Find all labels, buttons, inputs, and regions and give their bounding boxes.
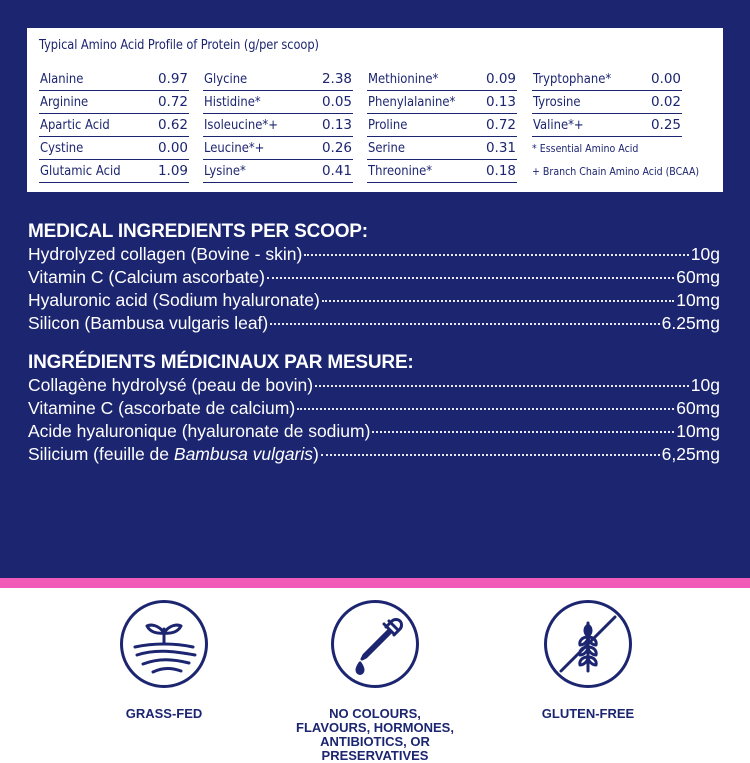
amino-row: Threonine* 0.18 xyxy=(367,160,517,183)
badge-label: GRASS-FED xyxy=(125,706,203,721)
amino-row: Apartic Acid 0.62 xyxy=(39,114,189,137)
ingredient-row: Hyaluronic acid (Sodium hyaluronate) 10mg xyxy=(28,290,720,310)
ingredient-row: Vitamine C (ascorbate de calcium) 60mg xyxy=(28,398,720,418)
amino-row: Isoleucine*+ 0.13 xyxy=(203,114,353,137)
ingredient-row: Silicium (feuille de Bambusa vulgaris) 6,25mg xyxy=(28,444,720,464)
ingredient-row: Acide hyaluronique (hyaluronate de sodium) 10mg xyxy=(28,421,720,441)
section-heading: INGRÉDIENTS MÉDICINAUX PAR MESURE: xyxy=(28,352,414,373)
no-additives-badge xyxy=(295,600,455,763)
leader-dots xyxy=(372,431,674,433)
amino-row: Cystine 0.00 xyxy=(39,137,189,160)
amino-column-3 xyxy=(367,68,517,183)
amino-row: Valine*+ 0.25 xyxy=(532,114,682,137)
amino-column-1 xyxy=(39,68,189,183)
bcaa-note: + Branch Chain Amino Acid (BCAA) xyxy=(532,165,700,178)
amino-row: Alanine 0.97 xyxy=(39,68,189,91)
amino-row: Phenylalanine* 0.13 xyxy=(367,91,517,114)
amino-row: Glutamic Acid 1.09 xyxy=(39,160,189,183)
amino-row: Tyrosine 0.02 xyxy=(532,91,682,114)
leader-dots xyxy=(297,408,674,410)
amino-row: Arginine 0.72 xyxy=(39,91,189,114)
ingredient-row: Collagène hydrolysé (peau de bovin) 10g xyxy=(28,375,720,395)
amino-row: Proline 0.72 xyxy=(367,114,517,137)
amino-row: Tryptophane* 0.00 xyxy=(532,68,682,91)
amino-row: Serine 0.31 xyxy=(367,137,517,160)
amino-row: Methionine* 0.09 xyxy=(367,68,517,91)
section-heading: MEDICAL INGREDIENTS PER SCOOP: xyxy=(28,221,368,242)
dropper-icon xyxy=(331,600,419,688)
gluten-free-icon xyxy=(544,600,632,688)
badge-label: GLUTEN-FREE xyxy=(541,706,635,721)
leader-dots xyxy=(315,385,689,387)
gluten-free-badge xyxy=(508,600,668,721)
amino-row: Glycine 2.38 xyxy=(203,68,353,91)
grass-fed-icon xyxy=(120,600,208,688)
leader-dots xyxy=(270,323,659,325)
ingredient-row: Vitamin C (Calcium ascorbate) 60mg xyxy=(28,267,720,287)
amino-row: Histidine* 0.05 xyxy=(203,91,353,114)
badge-label: NO COLOURS, FLAVOURS, HORMONES, ANTIBIOTICS, OR PRESERVATIVES xyxy=(296,706,454,763)
ingredient-row: Silicon (Bambusa vulgaris leaf) 6.25mg xyxy=(28,313,720,333)
amino-column-4 xyxy=(532,68,700,183)
leader-dots xyxy=(322,300,674,302)
leader-dots xyxy=(267,277,674,279)
leader-dots xyxy=(304,254,689,256)
leader-dots xyxy=(321,454,660,456)
ingredient-row: Hydrolyzed collagen (Bovine - skin) 10g xyxy=(28,244,720,264)
pink-divider xyxy=(0,578,750,588)
essential-note: * Essential Amino Acid xyxy=(532,142,639,155)
medical-ingredients-en xyxy=(28,220,720,335)
grass-fed-badge xyxy=(84,600,244,721)
amino-row: Lysine* 0.41 xyxy=(203,160,353,183)
medical-ingredients-fr xyxy=(28,351,720,466)
amino-column-2 xyxy=(203,68,353,183)
amino-table-title: Typical Amino Acid Profile of Protein (g/per scoop) xyxy=(39,38,319,53)
amino-row: Leucine*+ 0.26 xyxy=(203,137,353,160)
amino-acid-table xyxy=(27,28,723,192)
